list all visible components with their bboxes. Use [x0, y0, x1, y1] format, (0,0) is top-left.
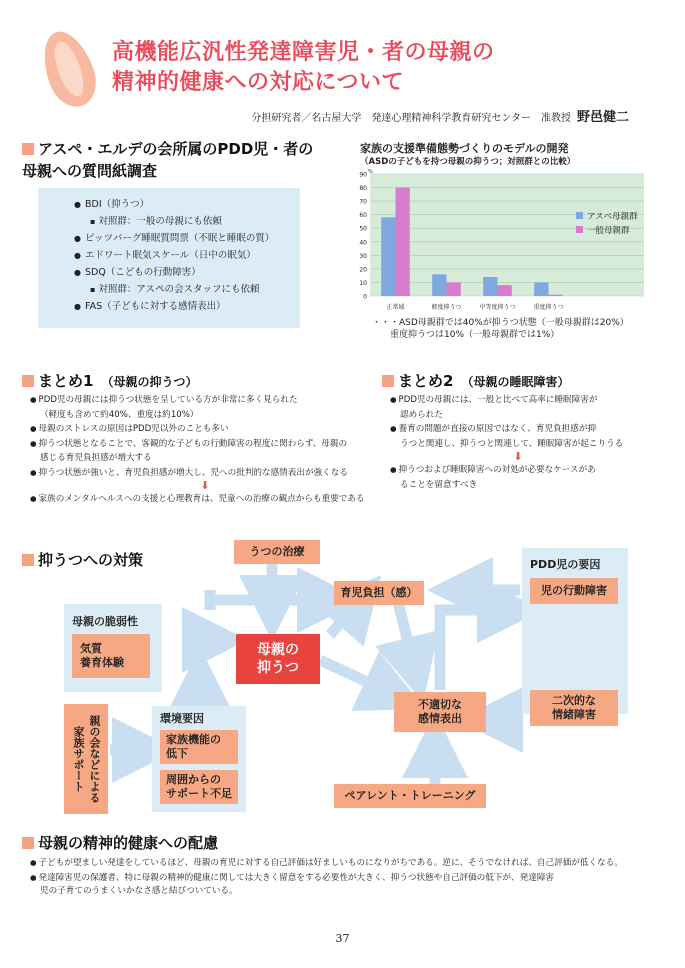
y-tick-label: 90: [359, 171, 367, 179]
list-item: ● FAS（子どもに対する感情表出）: [74, 298, 300, 315]
y-tick-label: 40: [359, 239, 367, 247]
y-tick-label: 70: [359, 198, 367, 206]
author-name: 野邑健二: [576, 110, 629, 125]
summary1-list: [30, 393, 380, 507]
x-tick-label: 重度抑うつ: [533, 304, 564, 311]
chart-note: ・・・ASD母親群では40%が抑うつ状態（一般母親群は20%） 重度抑うつは10%（一般母親群では1%）: [372, 318, 629, 340]
legend-item: 一般母親群: [576, 224, 638, 238]
bar-general: [396, 188, 410, 296]
list-item-cont: 児の子育てのうまくいかなさ感と結びついている。: [40, 886, 238, 896]
depression-treatment-box: うつの治療: [234, 540, 320, 564]
mother-depression-box: 母親の 抑うつ: [236, 634, 320, 684]
questionnaire-box: [38, 188, 300, 328]
arrow-depression-to-burden: [330, 600, 360, 635]
page-title: 高機能広汎性発達障害児・者の母親の 精神的健康への対応について: [112, 40, 495, 95]
arrow-depression-to-emotion: [320, 660, 395, 695]
list-item: ● 家族のメンタルヘルスへの支援と心理教育は、児童への治療の観点からも重要である: [30, 492, 380, 507]
y-axis-unit: %: [368, 169, 373, 175]
list-item: ● PDD児の母親には、一般と比べて高率に睡眠障害が: [390, 393, 646, 408]
list-item-cont: ることを留意すべき: [400, 479, 478, 490]
heading-marker: [382, 375, 394, 387]
list-item: ● 養育の問題が直接の原因ではなく、育児負担感が抑: [390, 422, 646, 437]
chart-legend: [576, 210, 638, 238]
legend-swatch: [576, 212, 583, 219]
list-item: ● PDD児の母親には抑うつ状態を呈している方が非常に多く見られた: [30, 393, 380, 408]
vulnerability-items-box: 気質 養育体験: [72, 634, 150, 678]
arrow-down-icon: ⬇: [513, 450, 523, 463]
bar-chart: [348, 166, 648, 314]
bar-general: [498, 285, 512, 296]
author-affiliation: 分担研究者／名古屋大学 発達心理精神科学教育研究センター 准教授: [251, 113, 571, 124]
list-item: ● ピッツバーグ睡眠質問票（不眠と睡眠の質）: [74, 230, 300, 247]
arrow-down-icon: ⬇: [200, 479, 210, 492]
list-item: ● 抑うつ状態が強いと、育児負担感が増大し、児への批判的な感情表出が強くなる: [30, 466, 380, 481]
list-item: ● 母親のストレスの原因はPDD児以外のことも多い: [30, 422, 380, 437]
bar-asd: [534, 282, 548, 296]
measures-title: 抑うつへの対策: [22, 549, 143, 570]
x-tick-label: 正常域: [386, 304, 405, 311]
arrow-emotion-loop: [440, 610, 510, 690]
parent-training-box: ペアレント・トレーニング: [334, 784, 486, 808]
environment-label: 環境要因: [160, 712, 204, 725]
list-item-cont: 感じる育児負担感が増大する: [40, 453, 152, 463]
family-support-label: 家族サポート: [72, 726, 85, 792]
bar-asd: [483, 277, 497, 296]
legend-swatch: [576, 226, 583, 233]
childcare-burden-box: 育児負担（感）: [334, 581, 424, 605]
heading-marker: [22, 375, 34, 387]
pdd-factor-label: PDD児の要因: [530, 558, 601, 571]
y-tick-label: 60: [359, 212, 367, 220]
y-tick-label: 30: [359, 252, 367, 260]
care-list: [30, 856, 660, 899]
inappropriate-emotion-box: 不適切な 感情表出: [394, 692, 486, 732]
list-item: ● 抑うつ状態となることで、客観的な子どもの行動障害の程度に関わらず、母親の: [30, 437, 380, 452]
questionnaire-title: アスペ・エルデの会所属のPDD児・者の 母親への質問紙調査: [22, 140, 314, 180]
legend-item: アスペ母親群: [576, 210, 638, 224]
bar-general: [447, 282, 461, 296]
page-number: 37: [335, 932, 350, 945]
x-tick-label: 軽度抑うつ: [431, 304, 462, 311]
chart-title: 家族の支援準備態勢づくりのモデルの開発: [360, 142, 569, 155]
family-function-box: 家族機能の 低下: [160, 730, 238, 764]
list-item: ● エドワート眠気スケール（日中の眠気）: [74, 247, 300, 264]
y-tick-label: 0: [363, 293, 367, 301]
y-tick-label: 10: [359, 279, 367, 287]
vulnerability-label: 母親の脆弱性: [72, 615, 138, 628]
list-subitem: ▪ 対照群：アスペの会スタッフにも依頼: [74, 281, 300, 298]
care-title: 母親の精神的健康への配慮: [22, 832, 218, 853]
parents-support-box: [64, 704, 108, 814]
x-tick-label: 中等度抑うつ: [479, 304, 516, 311]
bar-asd: [381, 217, 395, 296]
author-line: [251, 106, 629, 125]
y-tick-label: 80: [359, 185, 367, 193]
heading-marker: [22, 837, 34, 849]
heading-marker: [22, 143, 34, 155]
secondary-emotion-box: 二次的な 情緒障害: [530, 690, 618, 726]
list-item: ● 発達障害児の保護者、特に母親の精神的健康に関しては大きく留意をする必要性が大きく、抑うつ状態や自己評価の低下が、発達障害: [30, 871, 660, 886]
list-item: ● 子どもが望ましい発達をしているほど、母親の育児に対する自己評価は好ましいものになりがちである。逆に、そうでなければ、自己評価が低くなる。: [30, 856, 660, 871]
chart-subtitle: （ASDの子どもを持つ母親の抑うつ；対照群との比較）: [360, 157, 576, 167]
child-behavior-box: 児の行動障害: [530, 578, 618, 604]
y-tick-label: 20: [359, 266, 367, 274]
summary2-list: [390, 393, 646, 492]
list-item-cont: 認められた: [400, 409, 443, 420]
list-item-cont: （軽度も含めて約40%、重度は約10%）: [40, 409, 199, 420]
parents-support-label: 親の会などによる: [88, 715, 101, 803]
list-item: ● SDQ（こどもの行動障害）: [74, 264, 300, 281]
y-tick-label: 50: [359, 225, 367, 233]
list-subitem: ▪ 対照群：一般の母親にも依頼: [74, 213, 300, 230]
lack-support-box: 周囲からの サポート不足: [160, 770, 238, 804]
bar-general: [549, 295, 563, 296]
list-item-cont: うつと関連し、抑うつと関連して、睡眠障害が起こりうる: [400, 438, 624, 449]
list-item: ● BDI（抑うつ）: [74, 196, 300, 213]
bar-asd: [432, 274, 446, 296]
summary1-title: まとめ1 （母親の抑うつ）: [22, 370, 197, 391]
list-item: ● 抑うつおよび睡眠障害への対処が必要なケースがあ: [390, 463, 646, 478]
summary2-title: まとめ2 （母親の睡眠障害）: [382, 370, 569, 391]
